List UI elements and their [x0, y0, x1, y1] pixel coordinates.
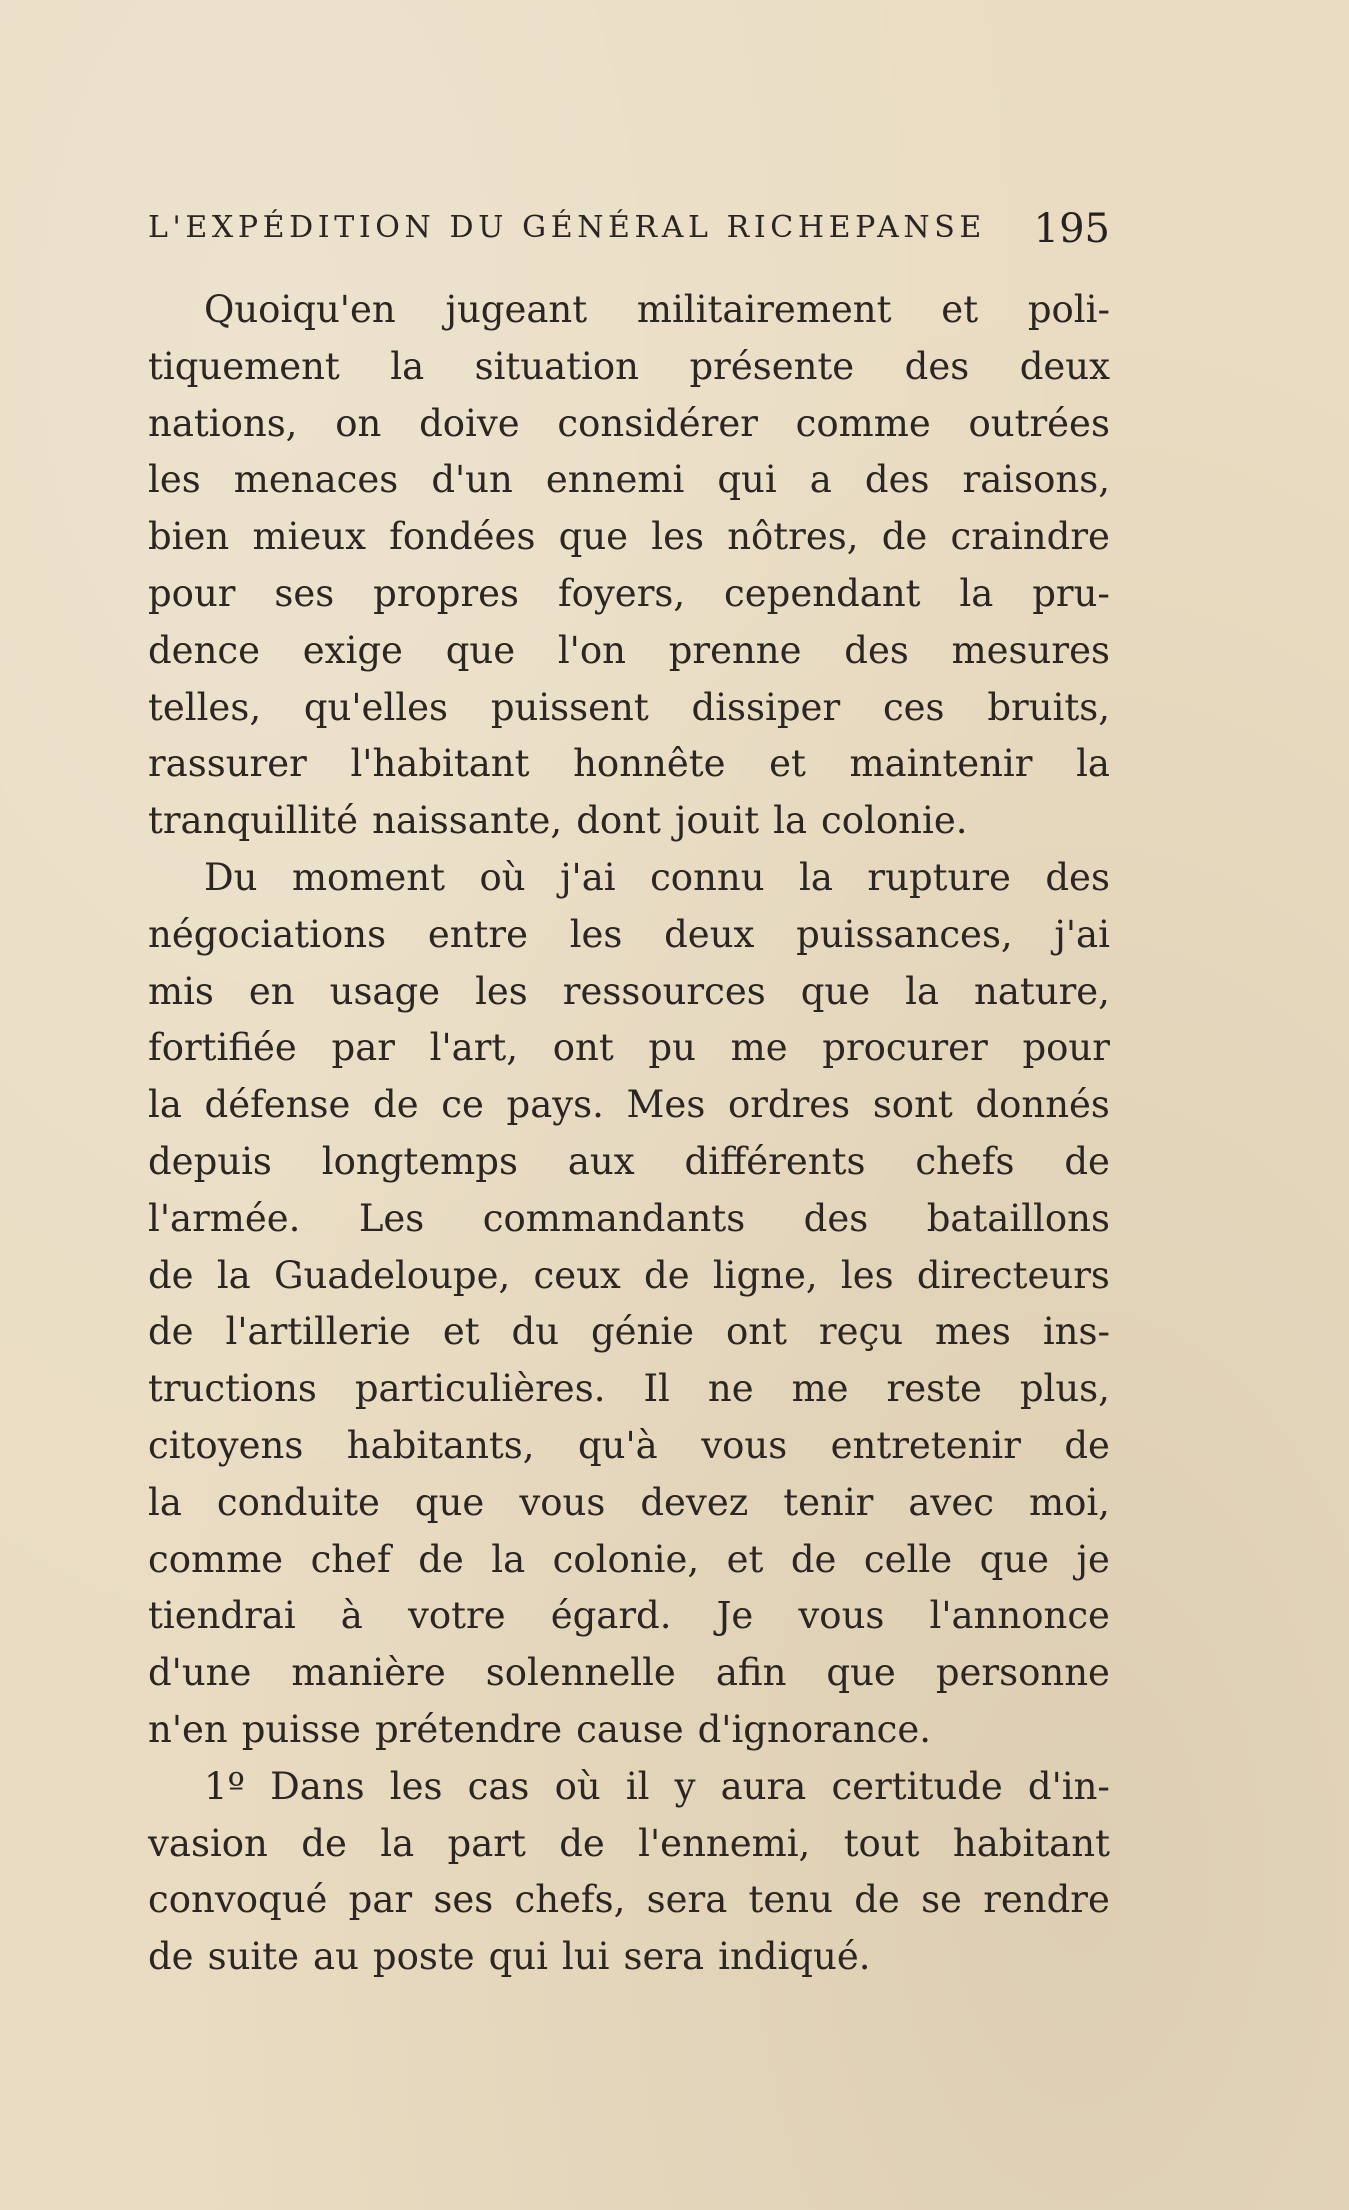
paragraph [148, 282, 1110, 850]
text-line: depuis longtemps aux différents chefs de [148, 1139, 1110, 1183]
text-line: d'une manière solennelle afin que personne [148, 1651, 1110, 1695]
text-line: n'en puisse prétendre cause d'ignorance. [148, 1707, 932, 1751]
text-line: tranquillité naissante, dont jouit la colonie. [148, 799, 968, 843]
paragraph [148, 850, 1110, 1759]
text-line: nations, on doive considérer comme outrées [148, 401, 1110, 445]
text-line: négociations entre les deux puissances, j'ai [148, 912, 1110, 956]
text-line: de la Guadeloupe, ceux de ligne, les directeurs [148, 1253, 1110, 1297]
text-line: la défense de ce pays. Mes ordres sont donnés [148, 1083, 1110, 1127]
body-text [148, 282, 1110, 1986]
text-line: tiquement la situation présente des deux [148, 344, 1110, 388]
text-line: la conduite que vous devez tenir avec moi, [148, 1480, 1110, 1524]
text-line: Du moment où j'ai connu la rupture des [204, 855, 1110, 899]
text-line: citoyens habitants, qu'à vous entretenir de [148, 1423, 1110, 1467]
paragraph [148, 1759, 1110, 1986]
text-line: de suite au poste qui lui sera indiqué. [148, 1935, 871, 1979]
text-line: fortifiée par l'art, ont pu me procurer pour [148, 1026, 1110, 1070]
text-line: tructions particulières. Il ne me reste plus, [148, 1367, 1110, 1411]
text-line: 1º Dans les cas où il y aura certitude d'in- [204, 1764, 1110, 1808]
text-line: tiendrai à votre égard. Je vous l'annonce [148, 1594, 1110, 1638]
text-line: dence exige que l'on prenne des mesures [148, 628, 1110, 672]
text-line: rassurer l'habitant honnête et maintenir la [148, 742, 1110, 786]
text-line: vasion de la part de l'ennemi, tout habitant [148, 1821, 1110, 1865]
text-line: mis en usage les ressources que la nature, [148, 969, 1110, 1013]
text-line: pour ses propres foyers, cependant la pru- [148, 571, 1110, 615]
text-line: bien mieux fondées que les nôtres, de craindre [148, 515, 1110, 559]
page-number: 195 [1033, 206, 1110, 252]
text-line: convoqué par ses chefs, sera tenu de se rendre [148, 1878, 1110, 1922]
text-line: Quoiqu'en jugeant militairement et poli- [204, 288, 1110, 331]
text-line: comme chef de la colonie, et de celle que je [148, 1537, 1110, 1581]
text-line: les menaces d'un ennemi qui a des raisons, [148, 458, 1110, 502]
running-title: L'EXPÉDITION DU GÉNÉRAL RICHEPANSE [148, 210, 986, 245]
running-head [148, 206, 1110, 256]
text-line: l'armée. Les commandants des bataillons [148, 1196, 1110, 1240]
text-line: de l'artillerie et du génie ont reçu mes ins- [148, 1310, 1110, 1354]
text-line: telles, qu'elles puissent dissiper ces bruits, [148, 685, 1110, 729]
